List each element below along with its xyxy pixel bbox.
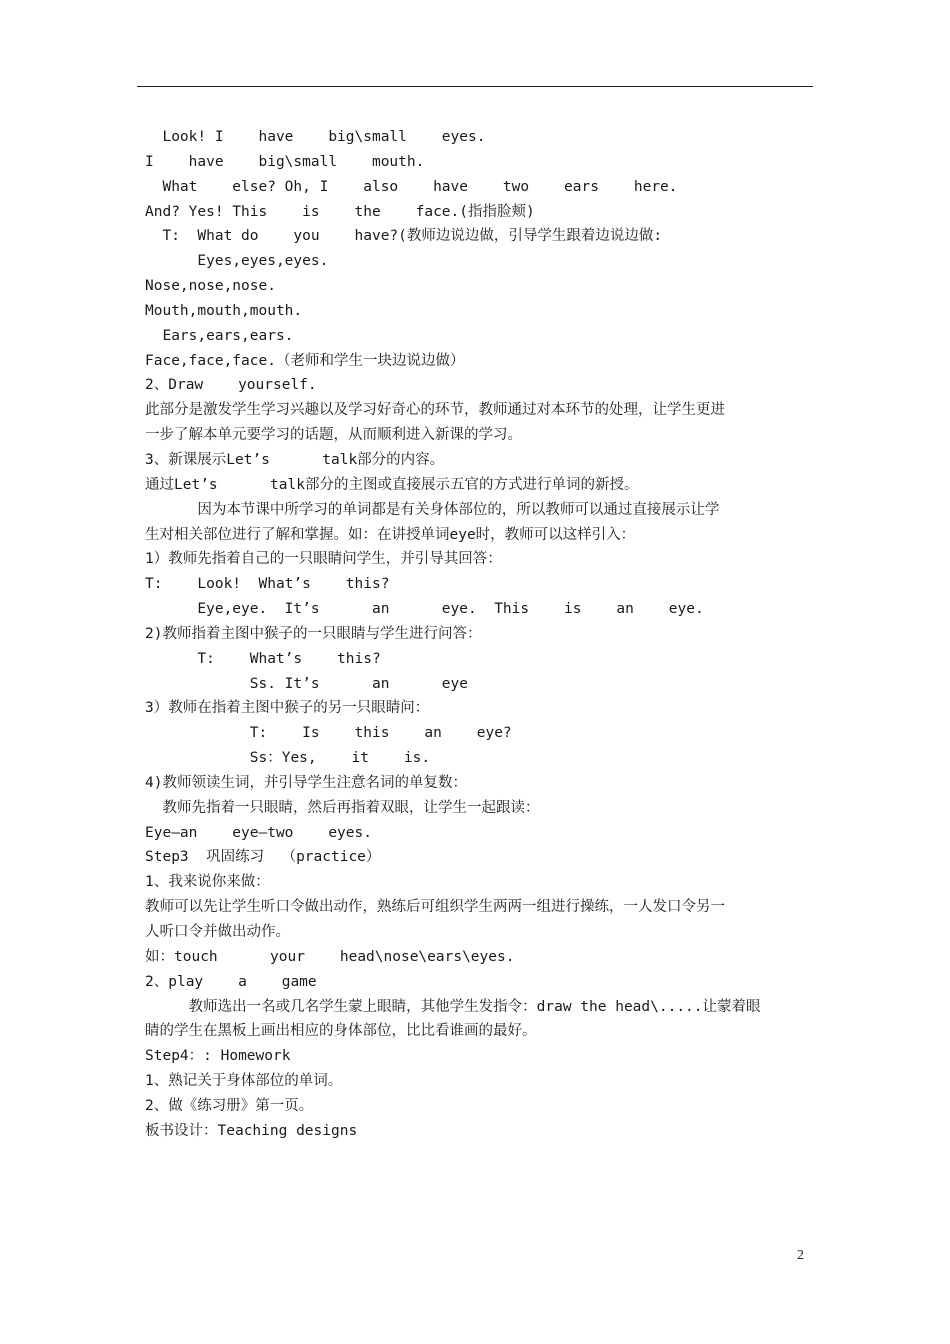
text-line: 生对相关部位进行了解和掌握。如：在讲授单词eye时，教师可以这样引入： <box>145 526 636 543</box>
text-line: 1、我来说你来做： <box>145 874 270 891</box>
document-body <box>145 125 813 1144</box>
text-line: 通过Let’s talk部分的主图或直接展示五官的方式进行单词的新授。 <box>145 476 639 493</box>
text-line: T: What’s this? <box>145 650 381 667</box>
text-line: 教师选出一名或几名学生蒙上眼睛，其他学生发指令：draw the head\.....让蒙着眼 <box>145 998 761 1015</box>
text-line: 2、play a game <box>145 973 317 990</box>
text-line: Nose,nose,nose. <box>145 278 276 295</box>
text-line: Ss. It’s an eye <box>145 675 469 692</box>
text-line: 2、Draw yourself. <box>145 377 317 394</box>
text-line: 2)教师指着主图中猴子的一只眼睛与学生进行问答： <box>145 625 482 642</box>
text-line: 因为本节课中所学习的单词都是有关身体部位的，所以教师可以通过直接展示让学 <box>145 501 720 518</box>
text-line: 一步了解本单元要学习的话题，从而顺利进入新课的学习。 <box>145 427 522 444</box>
text-line: Face,face,face.（老师和学生一块边说边做） <box>145 352 465 369</box>
text-line: Mouth,mouth,mouth. <box>145 302 303 319</box>
text-line: 教师可以先让学生听口令做出动作，熟练后可组织学生两两一组进行操练，一人发口令另一 <box>145 899 725 916</box>
text-line: Step3 巩固练习 （practice） <box>145 849 381 866</box>
text-line: 1、熟记关于身体部位的单词。 <box>145 1073 343 1090</box>
text-line: Eye—an eye—two eyes. <box>145 824 372 841</box>
text-line: 4)教师领读生词，并引导学生注意名词的单复数： <box>145 774 467 791</box>
text-line: T: Is this an eye? <box>145 725 512 742</box>
text-line: Ss：Yes, it is. <box>145 750 431 767</box>
text-line: 1）教师先指着自己的一只眼睛问学生，并引导其回答： <box>145 551 502 568</box>
text-line: 此部分是激发学生学习兴趣以及学习好奇心的环节，教师通过对本环节的处理，让学生更进 <box>145 402 725 419</box>
text-line: I have big\small mouth. <box>145 153 425 170</box>
text-line: 如：touch your head\nose\ears\eyes. <box>145 948 515 965</box>
text-line: 板书设计：Teaching designs <box>145 1122 358 1139</box>
text-line: Eyes,eyes,eyes. <box>145 253 329 270</box>
text-line: 人听口令并做出动作。 <box>145 924 290 940</box>
header-rule <box>137 86 813 87</box>
text-line: Eye,eye. It’s an eye. This is an eye. <box>145 601 704 618</box>
text-line: T: Look! What’s this? <box>145 576 390 593</box>
text-line: Step4：: Homework <box>145 1048 291 1065</box>
text-line: 教师先指着一只眼睛，然后再指着双眼，让学生一起跟读： <box>145 799 540 816</box>
text-line: 2、做《练习册》第一页。 <box>145 1097 314 1114</box>
text-line: What else? Oh, I also have two ears here. <box>145 178 678 195</box>
text-line: 3、新课展示Let’s talk部分的内容。 <box>145 451 445 468</box>
text-line: 睛的学生在黑板上画出相应的身体部位，比比看谁画的最好。 <box>145 1023 537 1040</box>
page-number: 2 <box>797 1248 804 1263</box>
text-line: Ears,ears,ears. <box>145 327 294 344</box>
text-line: T: What do you have?(教师边说边做，引导学生跟着边说边做: <box>145 228 663 245</box>
text-line: Look! I have big\small eyes. <box>145 129 486 145</box>
text-line: And? Yes! This is the face.(指指脸颊) <box>145 203 535 220</box>
text-line: 3）教师在指着主图中猴子的另一只眼睛问： <box>145 700 430 717</box>
